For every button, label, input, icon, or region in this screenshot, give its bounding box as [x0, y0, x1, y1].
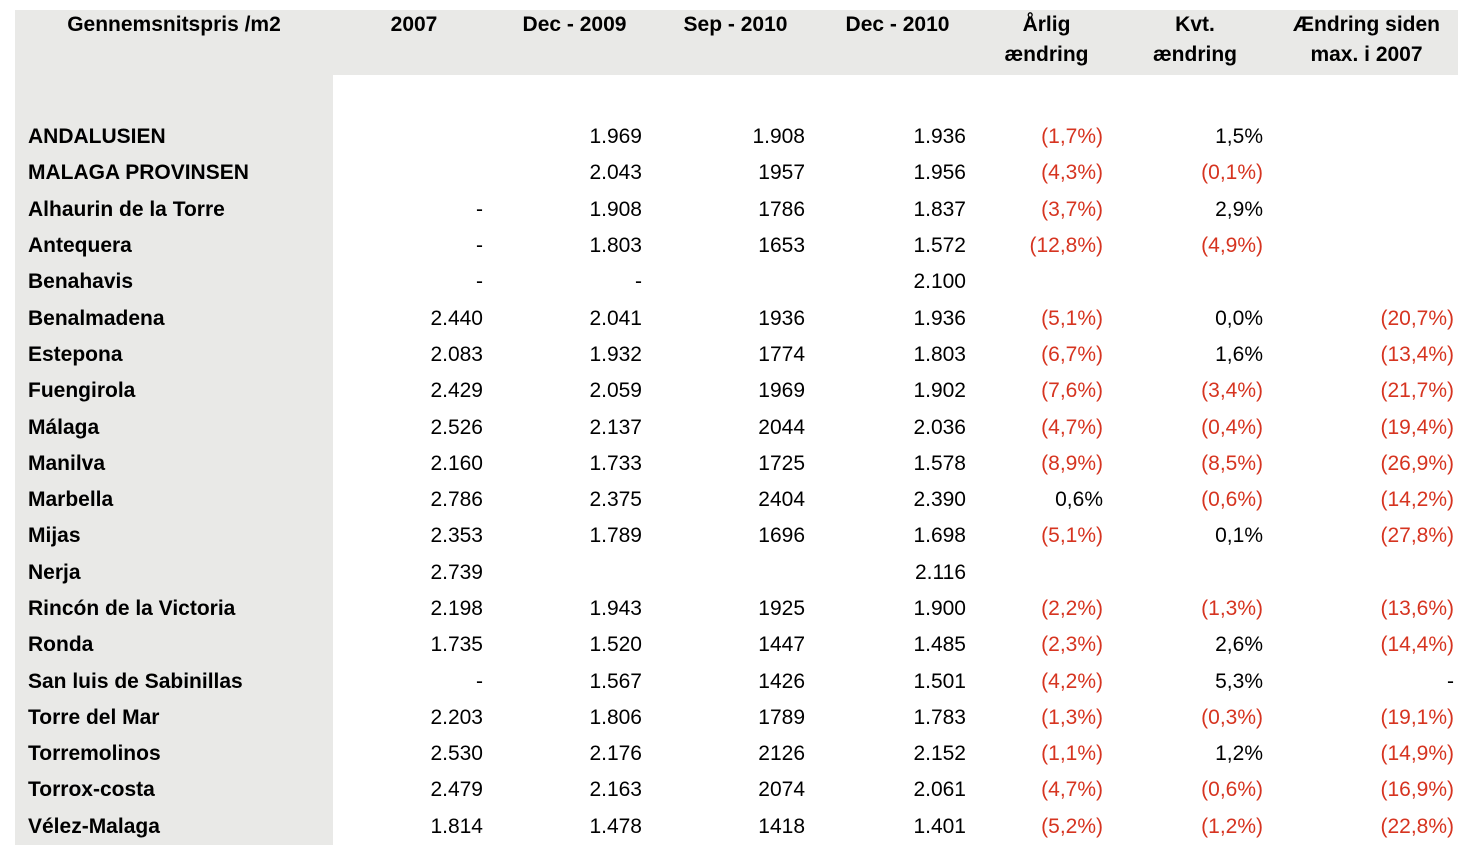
cell-value: (21,7%)	[1380, 379, 1454, 403]
row-label: Torremolinos	[15, 736, 333, 772]
row-label: Vélez-Malaga	[15, 809, 333, 845]
cell-value: (12,8%)	[1029, 234, 1103, 258]
row-label: Rincón de la Victoria	[15, 591, 333, 627]
row-label: Ronda	[15, 627, 333, 663]
cell-value: (8,9%)	[1041, 451, 1103, 475]
cell-value: 2404	[758, 488, 805, 512]
row-label: ANDALUSIEN	[15, 119, 333, 155]
cell-value: 2.203	[430, 705, 483, 729]
table-row	[15, 373, 1458, 409]
cell-value: 1653	[758, 234, 805, 258]
cell-value: 1.956	[913, 161, 966, 185]
cell-value	[654, 264, 817, 300]
cell-value: 1.578	[913, 451, 966, 475]
col-header-2007: 2007	[333, 10, 495, 75]
table-row	[15, 155, 1458, 191]
cell-value: (14,2%)	[1380, 488, 1454, 512]
col-header-quarterly-change: Kvt. ændring	[1115, 10, 1275, 75]
cell-value: (16,9%)	[1380, 778, 1454, 802]
row-label: Benahavis	[15, 264, 333, 300]
cell-value: (26,9%)	[1380, 451, 1454, 475]
cell-value: (6,7%)	[1041, 342, 1103, 366]
cell-value: 1.936	[913, 125, 966, 149]
cell-value: 1,6%	[1215, 342, 1263, 366]
table-row	[15, 300, 1458, 336]
cell-value: 1.837	[913, 197, 966, 221]
cell-value	[1275, 155, 1458, 191]
cell-value: 2.160	[430, 451, 483, 475]
cell-value	[654, 555, 817, 591]
row-label: Alhaurin de la Torre	[15, 192, 333, 228]
row-label: Málaga	[15, 409, 333, 445]
cell-value	[495, 555, 654, 591]
cell-value: 1789	[758, 705, 805, 729]
cell-value: (4,2%)	[1041, 669, 1103, 693]
table-row	[15, 555, 1458, 591]
cell-value: (3,7%)	[1041, 197, 1103, 221]
cell-value: 1418	[758, 814, 805, 838]
cell-value: 1936	[758, 306, 805, 330]
cell-value: 1.783	[913, 705, 966, 729]
cell-value: (27,8%)	[1380, 524, 1454, 548]
table-row	[15, 446, 1458, 482]
cell-value: 1.735	[430, 633, 483, 657]
cell-value: 1426	[758, 669, 805, 693]
cell-value: 2.137	[589, 415, 642, 439]
cell-value: 2.036	[913, 415, 966, 439]
cell-value: (1,1%)	[1041, 742, 1103, 766]
cell-value: 2.061	[913, 778, 966, 802]
cell-value: 2,6%	[1215, 633, 1263, 657]
row-label: San luis de Sabinillas	[15, 663, 333, 699]
cell-value: -	[476, 197, 483, 221]
cell-value	[1115, 264, 1275, 300]
cell-value: (5,2%)	[1041, 814, 1103, 838]
cell-value: (13,4%)	[1380, 342, 1454, 366]
table-row	[15, 736, 1458, 772]
table-row	[15, 627, 1458, 663]
cell-value: 2.043	[589, 161, 642, 185]
cell-value: 0,6%	[1055, 488, 1103, 512]
cell-value: (20,7%)	[1380, 306, 1454, 330]
cell-value: 1.572	[913, 234, 966, 258]
cell-value: 2.198	[430, 597, 483, 620]
cell-value: -	[476, 234, 483, 258]
cell-value: (1,7%)	[1041, 125, 1103, 149]
cell-value: 1.789	[589, 524, 642, 548]
cell-value: 1774	[758, 342, 805, 366]
col-header-name: Gennemsnitspris /m2	[15, 10, 333, 75]
header-spacer-name-cell	[15, 75, 333, 119]
cell-value: 1725	[758, 451, 805, 475]
average-price-table	[15, 10, 1458, 845]
cell-value: 1925	[758, 597, 805, 620]
cell-value: (4,7%)	[1041, 415, 1103, 439]
cell-value: 1.803	[589, 234, 642, 258]
header-spacer-cell	[333, 75, 1458, 119]
cell-value: 2.116	[915, 560, 966, 584]
cell-value: (0,6%)	[1201, 778, 1263, 802]
cell-value: 1.932	[589, 342, 642, 366]
cell-value: 5,3%	[1215, 669, 1263, 693]
cell-value: 1.969	[589, 125, 642, 149]
cell-value: 1.814	[430, 814, 483, 838]
table-header-row	[15, 10, 1458, 75]
table-row	[15, 772, 1458, 808]
table-row	[15, 264, 1458, 300]
row-label: Benalmadena	[15, 300, 333, 336]
cell-value: 2.526	[430, 415, 483, 439]
cell-value: 2.083	[430, 342, 483, 366]
cell-value: 2.429	[430, 379, 483, 403]
table-row	[15, 591, 1458, 627]
table-row	[15, 192, 1458, 228]
table-body	[15, 119, 1458, 845]
cell-value: -	[1447, 669, 1454, 693]
cell-value: (0,6%)	[1201, 488, 1263, 512]
cell-value: -	[635, 270, 642, 294]
col-header-annual-change: Årlig ændring	[978, 10, 1115, 75]
col-header-dec-2010: Dec - 2010	[817, 10, 978, 75]
cell-value	[333, 119, 495, 155]
cell-value: 1969	[758, 379, 805, 403]
cell-value: (3,4%)	[1201, 379, 1263, 403]
cell-value: 2,9%	[1215, 197, 1263, 221]
cell-value: (1,3%)	[1041, 705, 1103, 729]
table-row	[15, 482, 1458, 518]
cell-value: (4,9%)	[1201, 234, 1263, 258]
cell-value: 2044	[758, 415, 805, 439]
cell-value: (0,3%)	[1201, 705, 1263, 729]
cell-value: 2.375	[589, 488, 642, 512]
cell-value: (0,4%)	[1201, 415, 1263, 439]
cell-value: 0,1%	[1215, 524, 1263, 548]
cell-value: 1.902	[913, 379, 966, 403]
table-row	[15, 228, 1458, 264]
table-row	[15, 119, 1458, 155]
cell-value: 0,0%	[1215, 306, 1263, 330]
cell-value: 1,2%	[1215, 742, 1263, 766]
row-label: Nerja	[15, 555, 333, 591]
cell-value	[1275, 555, 1458, 591]
cell-value: 2126	[758, 742, 805, 766]
cell-value: 1.908	[752, 125, 805, 149]
cell-value	[978, 555, 1115, 591]
cell-value: 1.567	[589, 669, 642, 693]
row-label: Estepona	[15, 337, 333, 373]
cell-value: 2.390	[913, 488, 966, 512]
cell-value: 1957	[758, 161, 805, 185]
cell-value: (1,3%)	[1201, 597, 1263, 620]
row-label: Manilva	[15, 446, 333, 482]
cell-value: (8,5%)	[1201, 451, 1263, 475]
table-row	[15, 663, 1458, 699]
cell-value: 2.440	[430, 306, 483, 330]
row-label: Torrox-costa	[15, 772, 333, 808]
table-row	[15, 518, 1458, 554]
cell-value	[978, 264, 1115, 300]
cell-value: (7,6%)	[1041, 379, 1103, 403]
cell-value	[1275, 119, 1458, 155]
cell-value	[1275, 228, 1458, 264]
cell-value: 2.041	[589, 306, 642, 330]
cell-value: 1.936	[913, 306, 966, 330]
cell-value: (14,4%)	[1380, 633, 1454, 657]
cell-value: 1447	[758, 633, 805, 657]
cell-value: 2.059	[589, 379, 642, 403]
cell-value: (19,1%)	[1380, 705, 1454, 729]
table-row	[15, 337, 1458, 373]
col-header-dec-2009: Dec - 2009	[495, 10, 654, 75]
row-label: Mijas	[15, 518, 333, 554]
cell-value: 1.803	[913, 342, 966, 366]
cell-value	[333, 155, 495, 191]
cell-value: 2.479	[430, 778, 483, 802]
cell-value: 1.478	[589, 814, 642, 838]
cell-value: 1.485	[913, 633, 966, 657]
col-header-sep-2010: Sep - 2010	[654, 10, 817, 75]
cell-value	[1275, 264, 1458, 300]
cell-value: 1696	[758, 524, 805, 548]
cell-value: 1.908	[589, 197, 642, 221]
cell-value: 1.733	[589, 451, 642, 475]
cell-value: (1,2%)	[1201, 814, 1263, 838]
table-row	[15, 700, 1458, 736]
col-header-change-since-max: Ændring siden max. i 2007	[1275, 10, 1458, 75]
cell-value: 2.739	[430, 560, 483, 584]
cell-value: 1.520	[589, 633, 642, 657]
row-label: MALAGA PROVINSEN	[15, 155, 333, 191]
cell-value: (13,6%)	[1380, 597, 1454, 620]
cell-value: (5,1%)	[1041, 524, 1103, 548]
cell-value: 2.152	[913, 742, 966, 766]
table-row	[15, 409, 1458, 445]
cell-value: 2.163	[589, 778, 642, 802]
cell-value: (2,3%)	[1041, 633, 1103, 657]
table-row	[15, 809, 1458, 845]
cell-value: 2.353	[430, 524, 483, 548]
cell-value: 1.806	[589, 705, 642, 729]
cell-value: 2.100	[913, 270, 966, 294]
cell-value: 1.943	[589, 597, 642, 620]
cell-value: 2074	[758, 778, 805, 802]
row-label: Torre del Mar	[15, 700, 333, 736]
cell-value: (4,3%)	[1041, 161, 1103, 185]
cell-value: (5,1%)	[1041, 306, 1103, 330]
cell-value: (19,4%)	[1380, 415, 1454, 439]
cell-value: 2.176	[589, 742, 642, 766]
table-header	[15, 10, 1458, 119]
cell-value: -	[476, 669, 483, 693]
cell-value: 1.900	[913, 597, 966, 620]
cell-value: (14,9%)	[1380, 742, 1454, 766]
cell-value: (2,2%)	[1041, 597, 1103, 620]
cell-value: (4,7%)	[1041, 778, 1103, 802]
cell-value: -	[476, 270, 483, 294]
row-label: Antequera	[15, 228, 333, 264]
cell-value: 2.786	[430, 488, 483, 512]
cell-value: 1786	[758, 197, 805, 221]
cell-value: 1.501	[913, 669, 966, 693]
cell-value: 1.401	[913, 814, 966, 838]
cell-value: 2.530	[430, 742, 483, 766]
cell-value: 1,5%	[1215, 125, 1263, 149]
cell-value: (22,8%)	[1380, 814, 1454, 838]
cell-value	[1275, 192, 1458, 228]
header-spacer-row	[15, 75, 1458, 119]
cell-value	[1115, 555, 1275, 591]
cell-value: (0,1%)	[1201, 161, 1263, 185]
row-label: Fuengirola	[15, 373, 333, 409]
cell-value: 1.698	[913, 524, 966, 548]
row-label: Marbella	[15, 482, 333, 518]
